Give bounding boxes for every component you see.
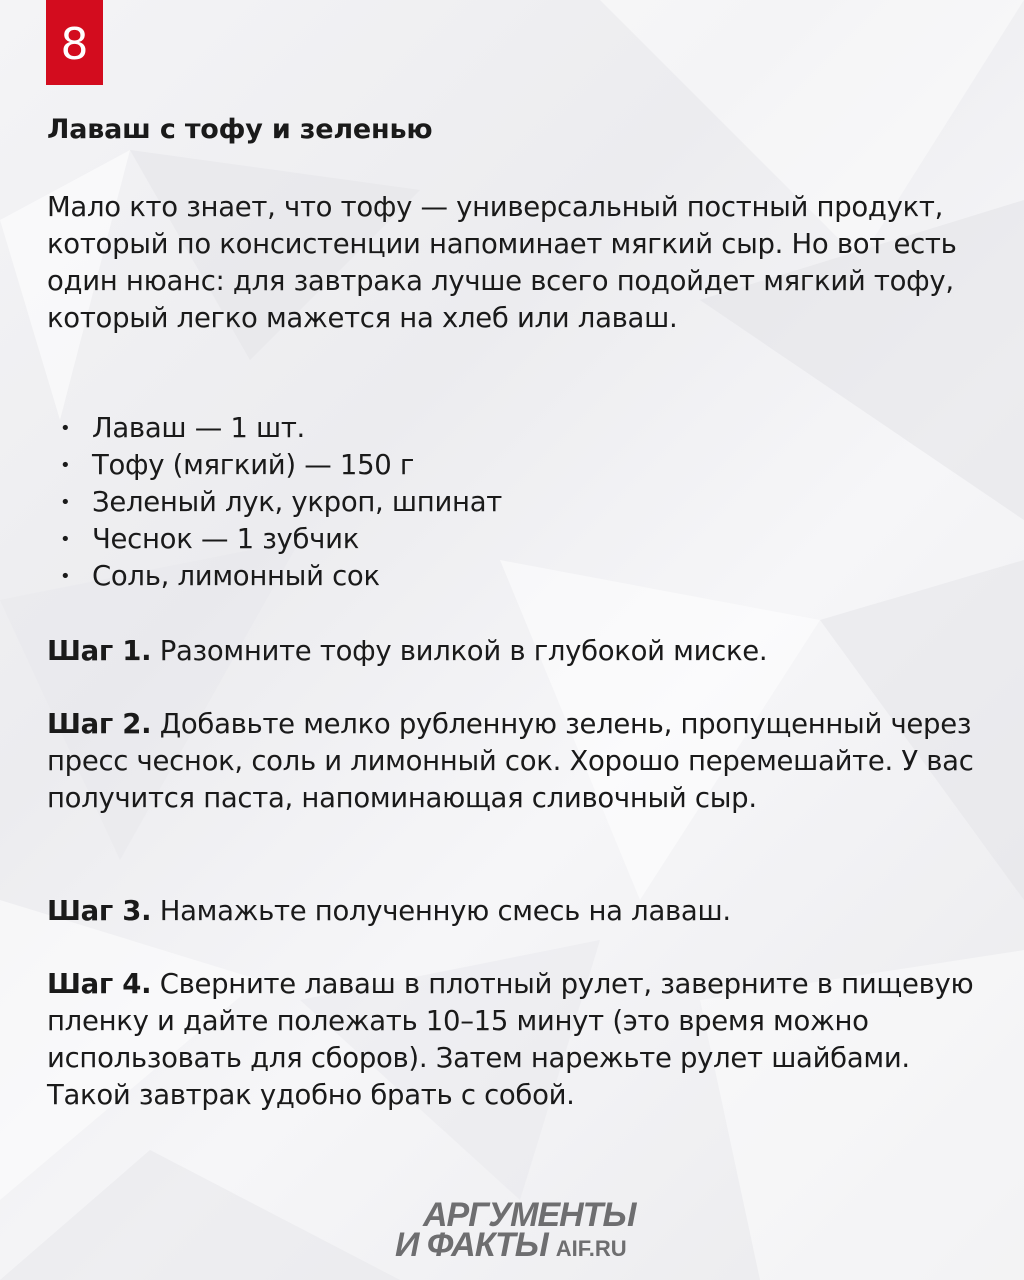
logo-line-2: И ФАКТЫ — [395, 1226, 548, 1264]
step-1 — [47, 633, 987, 670]
step-label: Шаг 1. — [47, 635, 152, 667]
ingredient-item: • Зеленый лук, укроп, шпинат — [60, 484, 502, 521]
ingredients-list — [60, 410, 502, 595]
ingredient-item: • Чеснок — 1 зубчик — [60, 521, 502, 558]
bullet-icon: • — [60, 418, 71, 439]
logo-site: AIF.RU — [555, 1236, 627, 1261]
bullet-icon: • — [60, 566, 71, 587]
bullet-icon: • — [60, 455, 71, 476]
step-text: Намажьте полученную смесь на лаваш. — [151, 895, 731, 927]
ingredient-item: • Соль, лимонный сок — [60, 558, 502, 595]
step-label: Шаг 3. — [47, 895, 152, 927]
step-2 — [47, 706, 987, 817]
step-text: Разомните тофу вилкой в глубокой миске. — [151, 635, 768, 667]
step-label: Шаг 2. — [47, 708, 152, 740]
step-label: Шаг 4. — [47, 968, 152, 1000]
step-number-badge: 8 — [46, 0, 103, 85]
ingredient-item: • Тофу (мягкий) — 150 г — [60, 447, 502, 484]
intro-text: Мало кто знает, что тофу — универсальный постный продукт, который по консистенции напоминает мягкий сыр. Но вот есть один нюанс: для завтрака лучше всего подойдет мягкий тофу, который легко мажется на хлеб или лаваш. — [47, 191, 957, 334]
step-text: Добавьте мелко рубленную зелень, пропущенный через пресс чеснок, соль и лимонный сок. Хорошо перемешайте. У вас получится паста, напоминающая сливочный сыр. — [47, 708, 974, 814]
logo-line-1: АРГУМЕНТЫ — [423, 1196, 636, 1234]
recipe-intro — [47, 189, 987, 337]
step-4 — [47, 966, 987, 1114]
aif-logo — [395, 1196, 636, 1267]
step-3 — [47, 893, 987, 930]
bullet-icon: • — [60, 492, 71, 513]
bullet-icon: • — [60, 529, 71, 550]
recipe-title: Лаваш с тофу и зеленью — [47, 114, 433, 145]
step-text: Сверните лаваш в плотный рулет, заверните в пищевую пленку и дайте полежать 10–15 минут (это время можно использовать для сборов). Затем нарежьте рулет шайбами. Такой завтрак удобно брать с собой. — [47, 968, 974, 1111]
ingredient-item: • Лаваш — 1 шт. — [60, 410, 502, 447]
